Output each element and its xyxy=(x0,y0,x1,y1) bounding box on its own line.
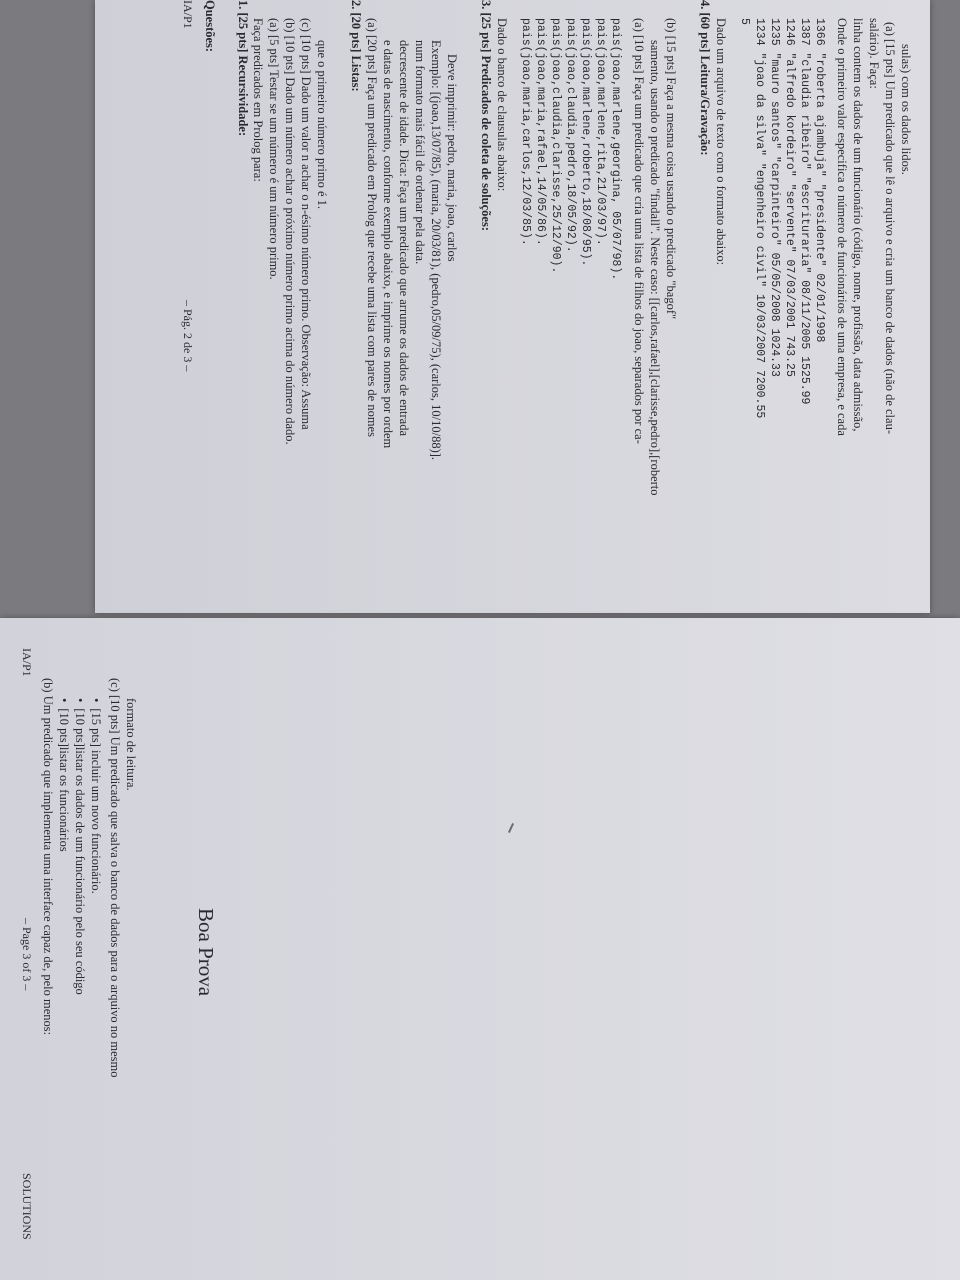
q1-item-a: (a) [5 pts] Testar se um número é um número primo. xyxy=(267,18,281,280)
q4-intro: Dado um arquivo de texto com o formato abaixo: xyxy=(714,18,728,266)
q4-file-line-5: 1387 "claudia ribeiro" "escrituraria" 08/11/2005 1525.99 xyxy=(798,18,811,405)
page-header-left: IA/P1 xyxy=(20,648,34,677)
q4-heading: 4. [60 pts] Leitura/Gravação: xyxy=(698,0,712,156)
item-b: (b) Um predicado que implementa uma interface capaz de, pelo menos: xyxy=(41,678,55,1036)
exam-sheet-page-2 xyxy=(95,0,930,613)
q4-file-line-2: 1234 "joao da silva" "engenheiro civil" 10/03/2007 7200.55 xyxy=(753,18,766,419)
bullet-incluir: • [15 pts] incluir um novo funcionário. xyxy=(88,698,104,894)
q4-file-line-1: 5 xyxy=(738,18,751,25)
q2-item-a-line1: (a) [20 pts] Faça um predicado em Prolog que recebe uma lista com pares de nomes xyxy=(365,18,379,437)
q4-paragraph-line2: linha contem os dados de um funcionário (código, nome, profissão, data admissão, xyxy=(851,18,865,432)
q2-example: Exemplo: [(joao,13/07/85), (maria, 20/03/81), (pedro,05/09/75), (carlos, 10/10/88)]. xyxy=(429,40,443,461)
q4-file-line-4: 1246 "alfredo kordeiro" "servente" 07/03/2001 743.25 xyxy=(783,18,796,377)
page-header-center: – Page 3 of 3 – xyxy=(20,918,34,991)
bullet-list-funcionarios: • [10 pts]listar os funcionários xyxy=(56,698,72,852)
q1-item-c-line1: (c) [10 pts] Dado um valor n achar o n-ésimo número primo. Observação: Assuma xyxy=(299,18,313,430)
q4-paragraph-line3: salário). Faça: xyxy=(867,18,881,89)
q1-heading: 1. [25 pts] Recursividade: xyxy=(236,0,250,137)
q1-item-b: (b) [10 pts] Dado um número achar o próximo número primo acima do número dado. xyxy=(283,18,297,445)
page-2-content xyxy=(95,0,930,613)
q3-intro: Dado o banco de clausulas abaixo: xyxy=(495,18,509,192)
q2-item-a-line2: e datas de nascimento, conforme exemplo abaixo, e imprime os nomes por ordem xyxy=(381,40,395,449)
q2-item-a-line4: num formato mais fácil de ordenar pela data. xyxy=(413,40,427,265)
q4-item-a-line2: sulas) com os dados lidos. xyxy=(899,44,913,175)
page-header-center: – Pág. 2 de 3 – xyxy=(181,300,195,372)
q4-file-line-3: 1235 "mauro santos" "carpinteiro" 05/05/2008 1024.33 xyxy=(768,18,781,377)
q3-item-a-line2: samento, usando o predicado "findall". Neste caso: [[carlos,rafael],[clarisse,pedro],[roberto xyxy=(648,40,662,496)
q1-intro: Faça predicados em Prolog para: xyxy=(251,18,265,182)
page-header-right: SOLUTIONS xyxy=(20,1173,34,1240)
q1-item-c-line2: que o primeiro número primo é 1. xyxy=(315,40,329,210)
q4-item-a-line1: (a) [15 pts] Um predicado que lê o arquivo e cria um banco de dados (não de clau- xyxy=(883,22,897,434)
q3-item-b: (b) [15 pts] Faça a mesma coisa usando o predicado "bagof" xyxy=(664,18,678,320)
q3-fact-1: pais(joao,maria,carlos,12/03/85). xyxy=(519,18,532,246)
q3-heading: 3. [25 pts] Predicados de coleta de soluções: xyxy=(479,0,493,231)
q3-fact-6: pais(joao,marlene,rita,21/03/97). xyxy=(594,18,607,246)
item-c-line2: formato de leitura. xyxy=(124,698,138,791)
q3-fact-7: pais(joao,marlene,georgina, 05/07/98). xyxy=(609,18,622,281)
q2-item-a-line3: decrescente de idade. Dica: Faça um predicado que arrume os dados de entrada xyxy=(397,40,411,436)
section-title: Questões: xyxy=(203,0,217,53)
q3-item-a-line1: (a) [10 pts] Faça um predicado que cria uma lista de filhos do joao, separados por ca- xyxy=(632,18,646,444)
exam-sheet-page-3 xyxy=(0,618,960,1280)
q3-fact-3: pais(joao,claudia,clarisse,25/12/90). xyxy=(549,18,562,274)
page-3-content xyxy=(0,618,960,1280)
page-header-left: IA/P1 xyxy=(181,0,195,29)
q3-fact-5: pais(joao,marlene,roberto,18/08/95). xyxy=(579,18,592,267)
q3-fact-2: pais(joao,maria,rafael,14/05/86). xyxy=(534,18,547,246)
item-c-line1: (c) [10 pts] Um predicado que salva o banco de dados para o arquivo no mesmo xyxy=(108,678,122,1078)
q4-file-line-6: 1366 "roberta ajambuja" "presidente" 02/01/1998 xyxy=(813,18,826,343)
bullet-list-dados: • [10 pts]listar os dados de um funcionário pelo seu código xyxy=(72,698,88,995)
closing-message: Boa Prova xyxy=(194,908,218,997)
pen-mark xyxy=(508,823,514,833)
q2-expected-output: Deve imprimir: pedro, maria, joao, carlos xyxy=(445,54,459,262)
q2-heading: 2. [20 pts] Listas: xyxy=(349,0,363,92)
q4-paragraph-line1: Onde o primeiro valor especifica o número de funcionários de uma empresa, e cada xyxy=(835,18,849,436)
q3-fact-4: pais(joao,claudia,pedro,18/05/92). xyxy=(564,18,577,253)
